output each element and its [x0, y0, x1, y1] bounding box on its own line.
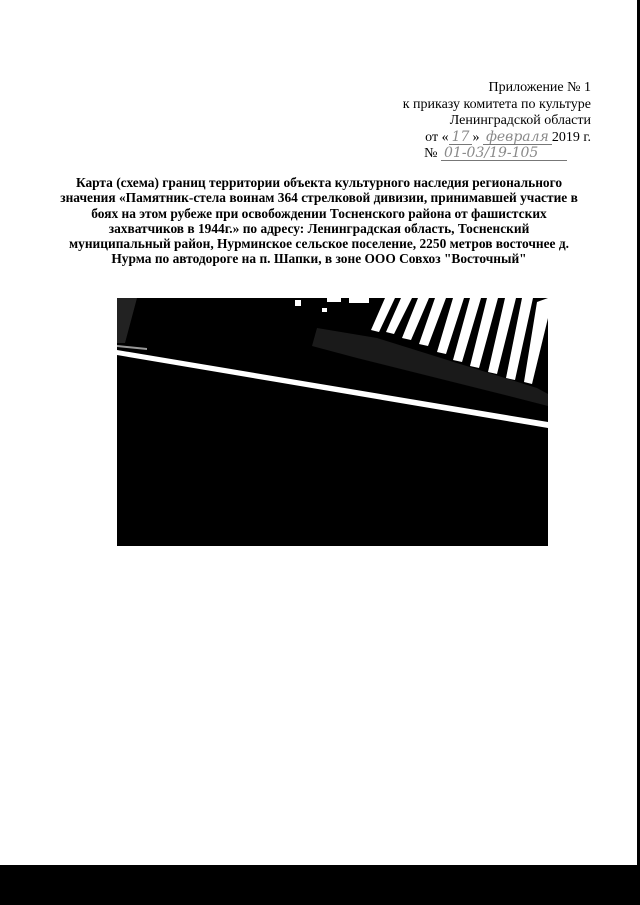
appendix-number: Приложение № 1: [488, 80, 591, 95]
date-mid: »: [472, 129, 483, 145]
date-month-handwritten: февраля: [483, 130, 552, 145]
appendix-header: [403, 80, 591, 163]
scan-bottom-border: [0, 865, 640, 905]
satellite-map-image: [117, 298, 548, 546]
document-title: Карта (схема) границ территории объекта культурного наследия регионального значения «Памятник-стела воинам 364 стрелковой дивизии, принимавшей участие в боях на этом рубеже при освобождении Тосненского района от фашистских захватчиков в 1944г.» по адресу: Ленинградская область, Тосненский муниципальный район, Нурминское сельское поселение, 2250 метров восточнее д. Нурма по автодороге на п. Шапки, в зоне ООО Совхоз "Восточный": [60, 175, 578, 267]
date-year: 2019 г.: [551, 129, 591, 145]
order-date: [403, 130, 591, 147]
order-number: [403, 146, 591, 163]
map-scheme: [117, 298, 548, 546]
number-handwritten: 01-03/19-105: [441, 146, 567, 161]
order-reference: к приказу комитета по культуре: [402, 96, 591, 112]
date-prefix: от «: [425, 129, 449, 145]
date-day-handwritten: 17: [449, 130, 473, 145]
number-prefix: №: [424, 146, 438, 161]
region-name: Ленинградской области: [449, 113, 591, 128]
